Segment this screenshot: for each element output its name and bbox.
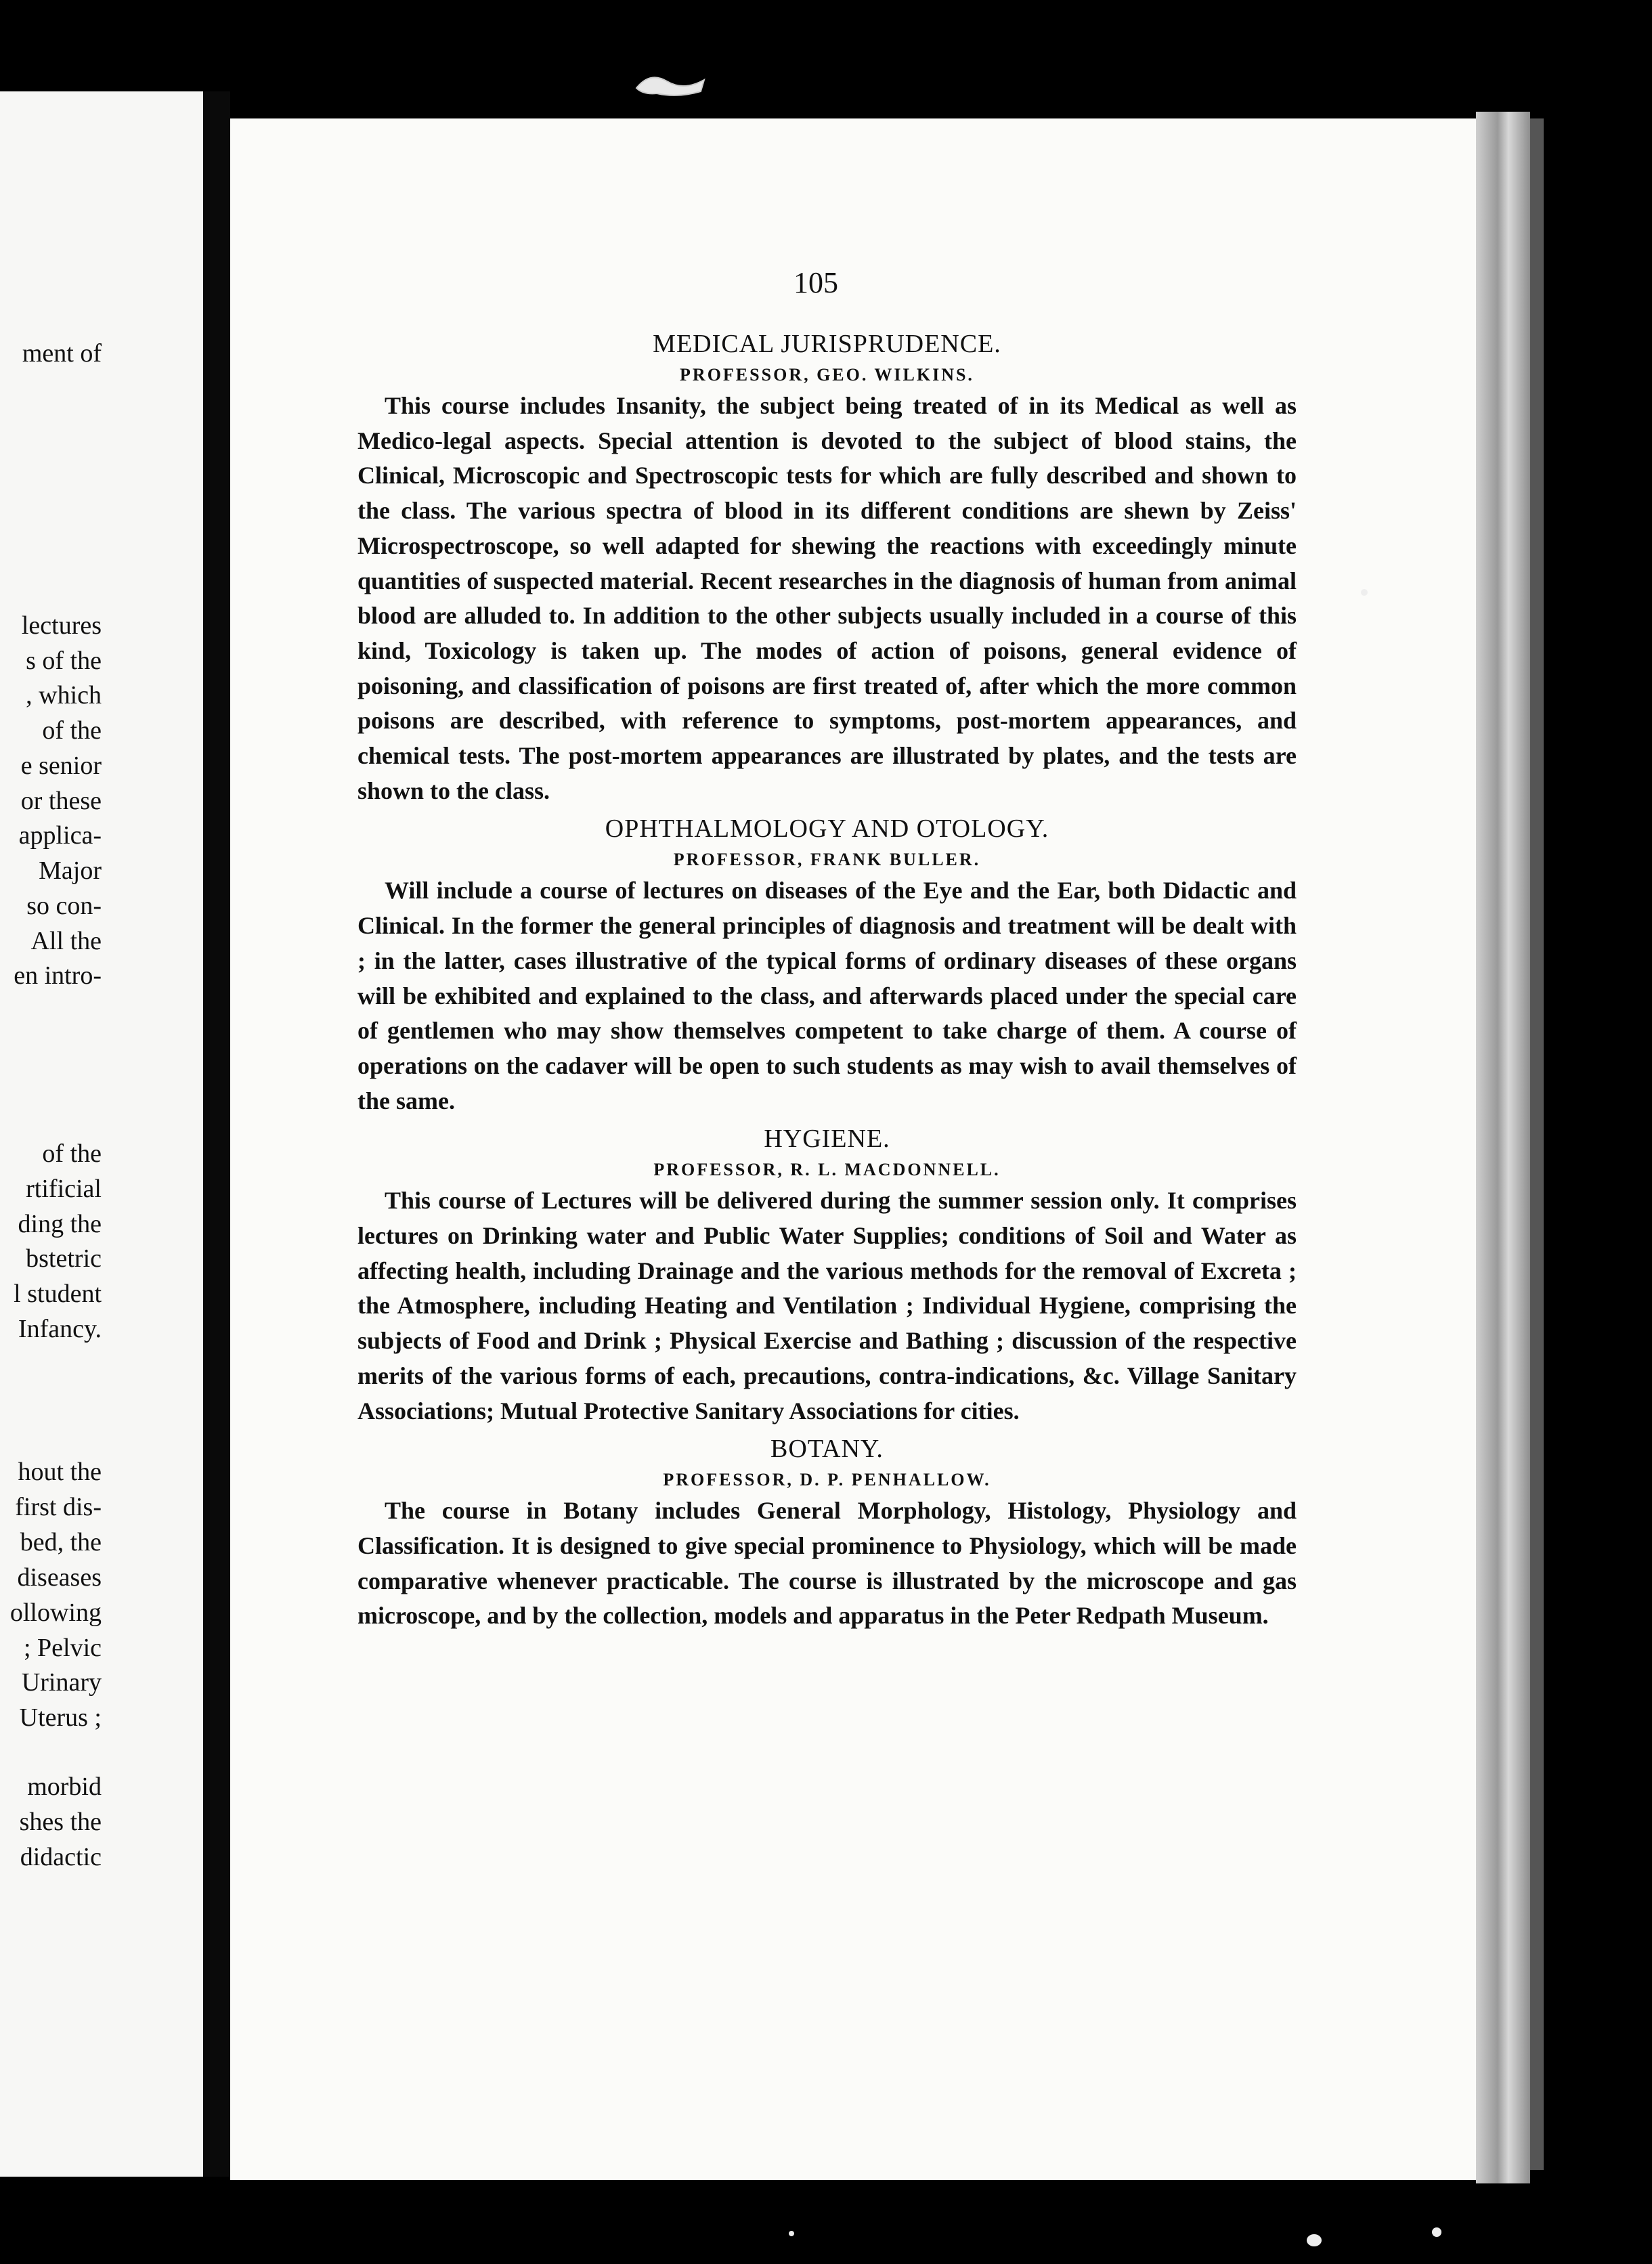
section-title: HYGIENE. (764, 1125, 890, 1154)
section-botany (357, 1431, 1297, 1634)
section-body: This course includes Insanity, the subject being treated of in its Medical as well as Medico-legal aspects. Special attention is devoted to the subject of blood stains, the Clinical, Microscopic and Spectroscopic tests for which are fully described and shown to the class. The various spectra of blood in its different conditions are shewn by Zeiss' Microspectroscope, so well adapted for shewing the reactions with exceedingly minute quantities of suspected material. Recent researches in the diagnosis of human from animal blood are alluded to. In addition to the other subjects usually included in a course of this kind, Toxicology is taken up. The modes of action of poisons, general evidence of poisoning, and classification of poisons are first treated of, after which the more common poisons are described, with reference to symptoms, post-mortem appearances, and chemical tests. The post-mortem appearances are illustrated by plates, and the tests are shown to the class. (357, 392, 1297, 804)
left-page (0, 91, 203, 2177)
left-fragment: All the (30, 927, 102, 955)
section-professor: PROFESSOR, D. P. PENHALLOW. (663, 1470, 991, 1490)
left-fragment: ment of (22, 339, 102, 368)
page-content (357, 326, 1297, 1634)
section-title: BOTANY. (770, 1435, 884, 1464)
section-professor: PROFESSOR, GEO. WILKINS. (680, 365, 974, 385)
left-fragment: l student (14, 1280, 102, 1308)
torn-paper-mark (630, 68, 711, 102)
left-fragment: ollowing (9, 1598, 102, 1627)
left-fragment: applica- (18, 821, 102, 850)
page-edge-shadow (1530, 118, 1544, 2170)
left-fragment: s of the (26, 647, 102, 675)
left-fragment: , which (26, 681, 102, 710)
section-professor: PROFESSOR, FRANK BULLER. (673, 850, 981, 870)
page-number: 105 (794, 266, 838, 299)
left-fragment: of the (42, 716, 102, 745)
book-gutter (203, 91, 230, 2177)
left-fragment: e senior (20, 752, 102, 780)
left-fragment: of the (42, 1139, 102, 1168)
left-fragment: Urinary (21, 1668, 102, 1697)
left-fragment: shes the (19, 1808, 102, 1836)
left-fragment: Major (39, 856, 102, 885)
section-professor: PROFESSOR, R. L. MACDONNELL. (653, 1160, 1001, 1180)
left-fragment: or these (20, 787, 102, 815)
left-fragment: hout the (18, 1458, 102, 1486)
left-fragment: morbid (27, 1772, 102, 1801)
section-title: OPHTHALMOLOGY AND OTOLOGY. (605, 814, 1049, 844)
left-fragment: Uterus ; (19, 1703, 102, 1732)
left-fragment: Infancy. (18, 1315, 102, 1343)
section-ophthalmology-otology (357, 811, 1297, 1118)
section-title: MEDICAL JURISPRUDENCE. (653, 330, 1001, 358)
page-edge-stack (1476, 112, 1530, 2183)
section-body: This course of Lectures will be delivered during the summer session only. It comprises lectures on Drinking water and Public Water Supplies; conditions of Soil and Water as affecting health, including Drainage and the various methods for the removal of Excreta ; the Atmosphere, including Heating and Ventilation ; Individual Hygiene, comprising the subjects of Food and Drink ; Physical Exercise and Bathing ; discussion of the respective merits of the various forms of each, precautions, contra-indications, &c. Village Sanitary Associations; Mutual Protective Sanitary Associations for cities. (357, 1187, 1297, 1424)
section-medical-jurisprudence (357, 326, 1297, 808)
left-fragment: rtificial (26, 1175, 102, 1203)
section-body: Will include a course of lectures on diseases of the Eye and the Ear, both Didactic and Clinical. In the former the general principles of diagnosis and treatment will be dealt with ; in the latter, cases illustrative of the typical forms of ordinary diseases of these organs will be exhibited and explained to the class, and afterwards placed under the special care of gentlemen who may show themselves competent to take charge of them. A course of operations on the cadaver will be open to such students as may wish to avail themselves of the same. (357, 877, 1297, 1114)
section-hygiene (357, 1121, 1297, 1429)
left-fragment: didactic (20, 1843, 102, 1871)
left-fragment: diseases (17, 1563, 102, 1592)
left-fragment: bed, the (20, 1528, 102, 1556)
section-body: The course in Botany includes General Morphology, Histology, Physiology and Classification. It is designed to give special prominence to Physiology, which will be made comparative whenever practicable. The course is illustrated by the microscope and gas microscope, and by the collection, models and apparatus in the Peter Redpath Museum. (357, 1497, 1297, 1630)
left-fragment: ding the (18, 1210, 102, 1238)
left-fragment: en intro- (14, 961, 102, 990)
left-fragment: lectures (21, 611, 102, 640)
left-fragment: bstetric (26, 1244, 102, 1273)
left-fragment: first dis- (15, 1493, 102, 1521)
left-fragment: ; Pelvic (23, 1634, 102, 1662)
left-fragment: so con- (26, 892, 102, 920)
